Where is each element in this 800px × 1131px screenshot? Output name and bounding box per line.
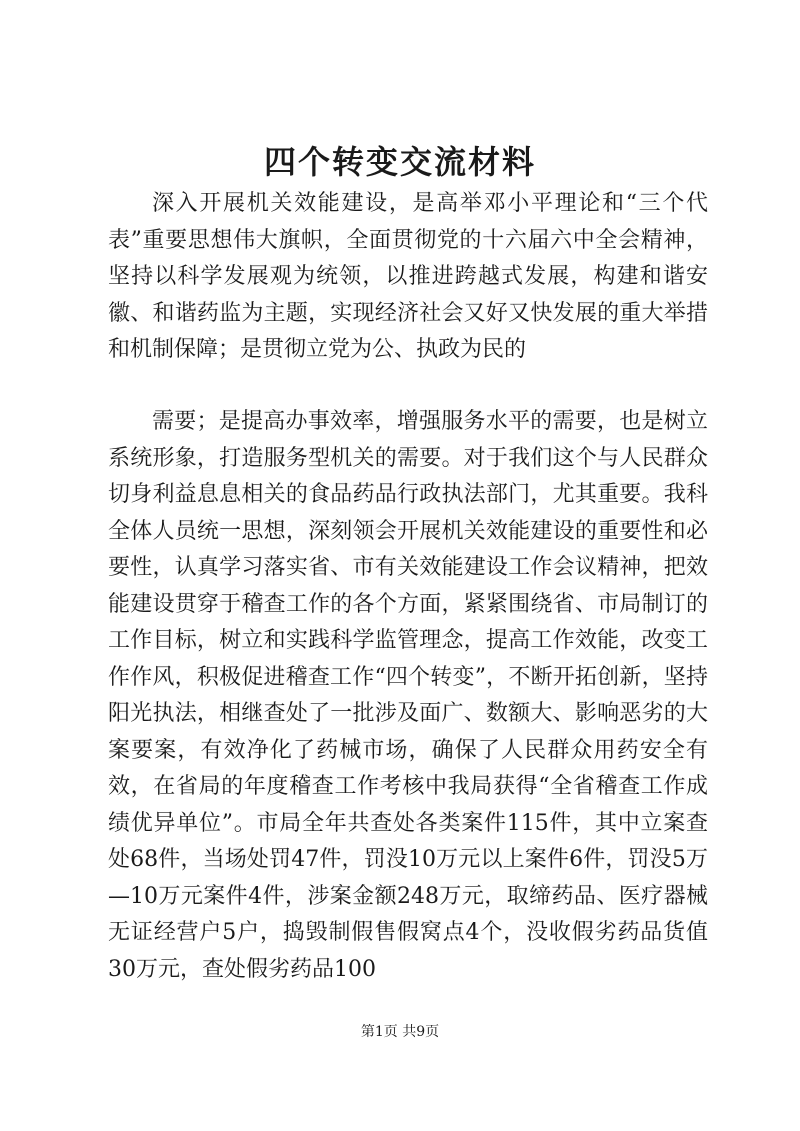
paragraph-1: 深入开展机关效能建设，是高举邓小平理论和“三个代表”重要思想伟大旗帜，全面贯彻党的十六届六中全会精神，坚持以科学发展观为统领，以推进跨越式发展，构建和谐安徽、和谐药监为主题，实现经济社会又好又快发展的重大举措和机制保障；是贯彻立党为公、执政为民的 bbox=[108, 191, 708, 362]
document-title: 四个转变交流材料 bbox=[263, 143, 536, 181]
page-number-footer: 第1页 共9页 bbox=[360, 1024, 440, 1040]
paragraph-2: 需要；是提高办事效率，增强服务水平的需要，也是树立系统形象，打造服务型机关的需要。对于我们这个与人民群众切身利益息息相关的食品药品行政执法部门，尤其重要。我科全体人员统一思想，深刻领会开展机关效能建设的重要性和必要性，认真学习落实省、市有关效能建设工作会议精神，把效能建设贯穿于稽查工作的各个方面，紧紧围绕省、市局制订的工作目标，树立和实践科学监管理念，提高工作效能，改变工作作风，积极促进稽查工作“四个转变”，不断开拓创新，坚持阳光执法，相继查处了一批涉及面广、数额大、影响恶劣的大案要案，有效净化了药械市场，确保了人民群众用药安全有效，在省局的年度稽查工作考核中我局获得“全省稽查工作成绩优异单位”。市局全年共查处各类案件115件，其中立案查处68件，当场处罚47件，罚没10万元以上案件6件，罚没5万—10万元案件4件，涉案金额248万元，取缔药品、医疗器械无证经营户5户，捣毁制假售假窝点4个，没收假劣药品货值30万元，查处假劣药品100 bbox=[108, 409, 708, 982]
